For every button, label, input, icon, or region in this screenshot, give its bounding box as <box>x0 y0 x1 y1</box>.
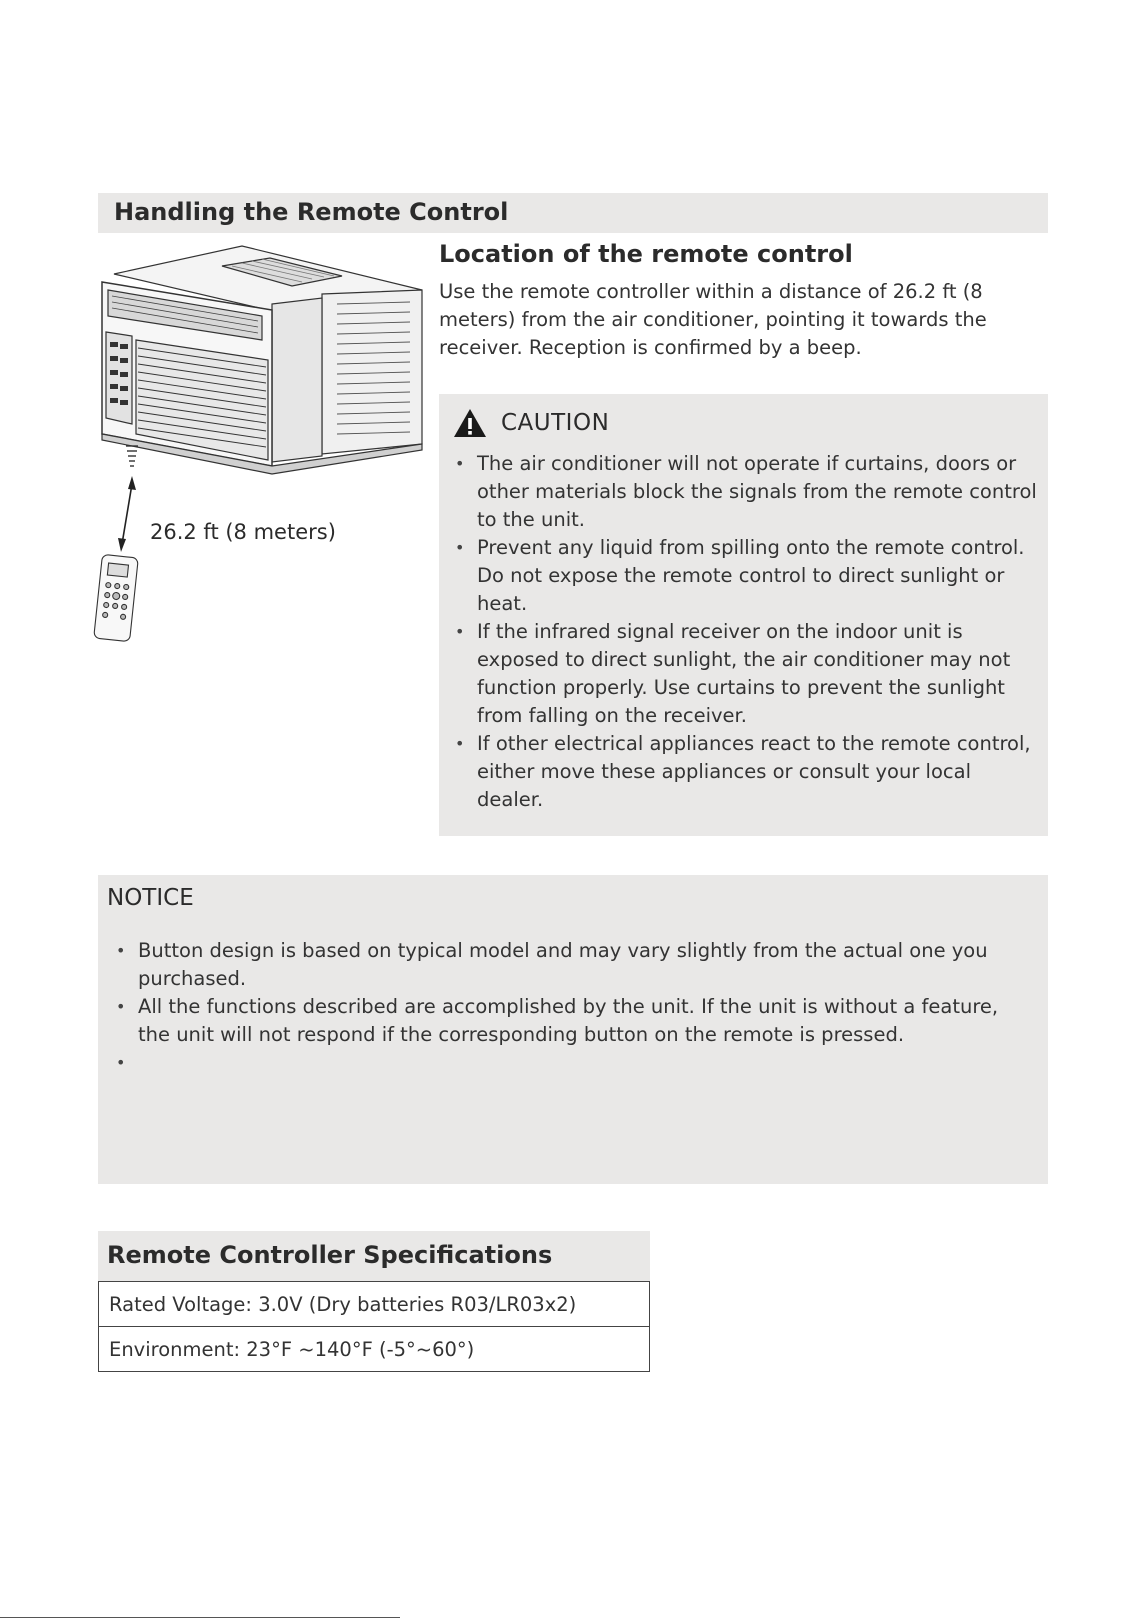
spec-environment: Environment: 23°F ~140°F (-5°~60°) <box>99 1327 650 1372</box>
caution-title: CAUTION <box>501 410 610 436</box>
caution-item: • The air conditioner will not operate if curtains, doors or other materials block the signals from the remote control to the unit. <box>439 450 1039 534</box>
spec-rated-voltage: Rated Voltage: 3.0V (Dry batteries R03/LR03x2) <box>99 1282 650 1327</box>
footer-divider <box>0 1617 400 1618</box>
caution-item: • Prevent any liquid from spilling onto the remote control. Do not expose the remote control to direct sunlight or heat. <box>439 534 1039 618</box>
notice-box <box>98 875 1048 1184</box>
section-header-bar <box>98 193 1048 233</box>
caution-item: • If the infrared signal receiver on the indoor unit is exposed to direct sunlight, the air conditioner may not function properly. Use curtains to prevent the sunlight from falling on the receiver. <box>439 618 1039 730</box>
specs-header-bar <box>98 1231 650 1281</box>
warning-triangle-icon <box>453 408 487 438</box>
caution-list <box>439 450 1039 814</box>
table-row <box>99 1282 650 1327</box>
section-title: Handling the Remote Control <box>114 198 509 226</box>
caution-box <box>439 394 1048 836</box>
notice-item-empty <box>98 1049 1028 1077</box>
distance-label: 26.2 ft (8 meters) <box>150 520 336 544</box>
location-title: Location of the remote control <box>439 240 853 268</box>
notice-item: • Button design is based on typical model and may vary slightly from the actual one you purchased. <box>98 937 1028 993</box>
specs-title: Remote Controller Specifications <box>107 1241 553 1269</box>
location-body: Use the remote controller within a distance of 26.2 ft (8 meters) from the air conditioner, pointing it towards the receiver. Reception is confirmed by a beep. <box>439 280 987 359</box>
air-conditioner-illustration <box>92 244 438 664</box>
notice-list <box>98 937 1028 1077</box>
notice-item: • All the functions described are accomplished by the unit. If the unit is without a feature, the unit will not respond if the corresponding button on the remote is pressed. <box>98 993 1028 1049</box>
caution-header <box>453 406 609 440</box>
caution-item: • If other electrical appliances react to the remote control, either move these appliances or consult your local dealer. <box>439 730 1039 814</box>
notice-title: NOTICE <box>107 885 194 911</box>
table-row <box>99 1327 650 1372</box>
specs-table <box>98 1281 650 1372</box>
